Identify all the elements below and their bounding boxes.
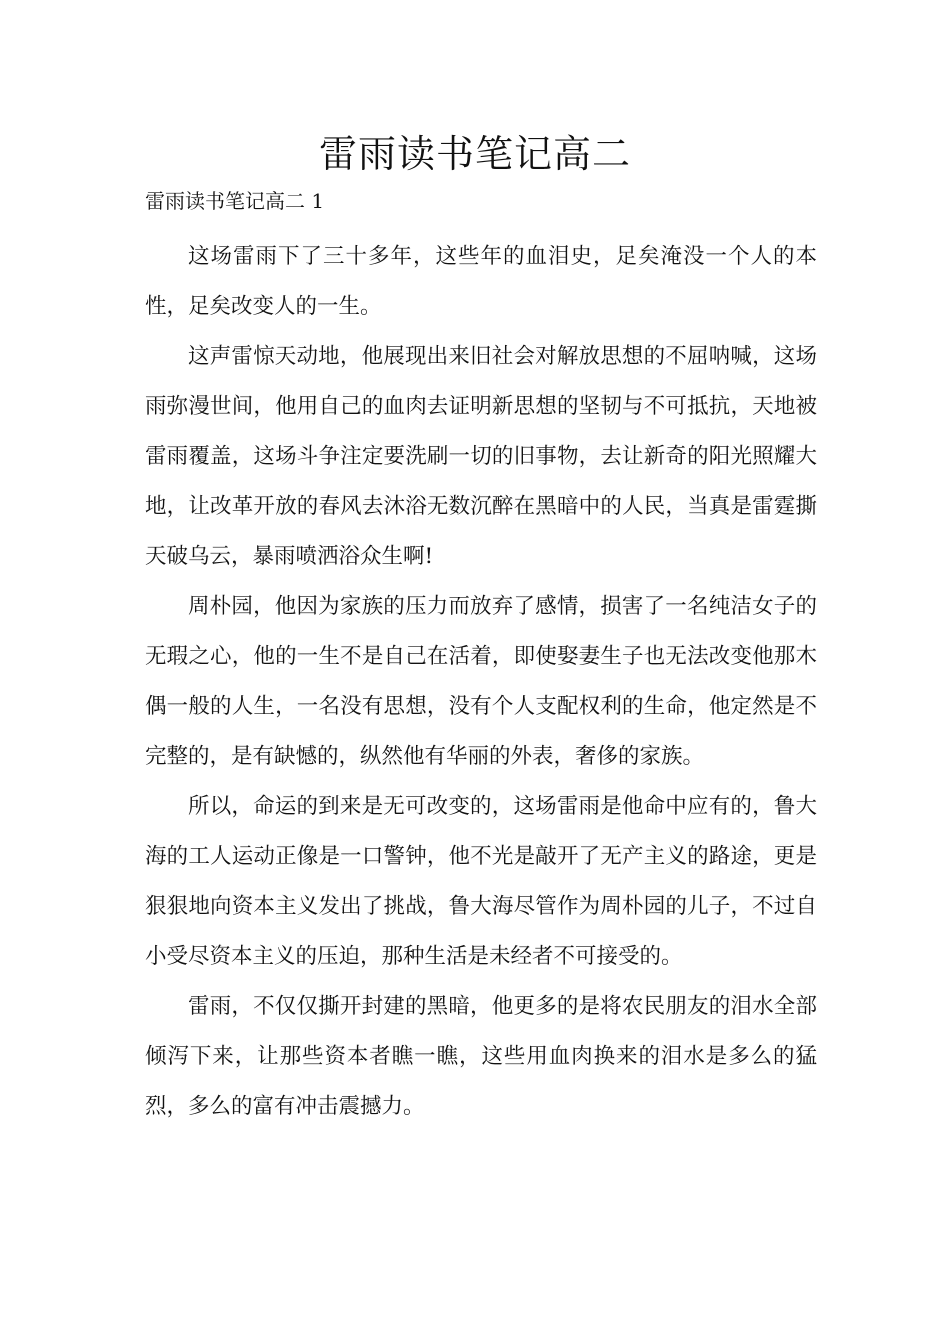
document-body xyxy=(145,232,817,1132)
paragraph: 雷雨，不仅仅撕开封建的黑暗，他更多的是将农民朋友的泪水全部倾泻下来，让那些资本者瞧一瞧，这些用血肉换来的泪水是多么的猛烈，多么的富有冲击震撼力。 xyxy=(145,994,817,1119)
paragraph: 所以，命运的到来是无可改变的，这场雷雨是他命中应有的，鲁大海的工人运动正像是一口警钟，他不光是敲开了无产主义的路途，更是狠狠地向资本主义发出了挑战，鲁大海尽管作为周朴园的儿子，不过自小受尽资本主义的压迫，那种生活是未经者不可接受的。 xyxy=(145,794,817,969)
document-subtitle: 雷雨读书笔记高二 1 xyxy=(145,189,325,213)
paragraph: 这声雷惊天动地，他展现出来旧社会对解放思想的不屈呐喊，这场雨弥漫世间，他用自己的血肉去证明新思想的坚韧与不可抵抗，天地被雷雨覆盖，这场斗争注定要洗刷一切的旧事物，去让新奇的阳光照耀大地，让改革开放的春风去沐浴无数沉醉在黑暗中的人民，当真是雷霆撕天破乌云，暴雨喷洒浴众生啊! xyxy=(145,344,817,569)
paragraph: 这场雷雨下了三十多年，这些年的血泪史，足矣淹没一个人的本性，足矣改变人的一生。 xyxy=(145,244,817,319)
document-title: 雷雨读书笔记高二 xyxy=(318,132,631,176)
paragraph: 周朴园，他因为家族的压力而放弃了感情，损害了一名纯洁女子的无瑕之心，他的一生不是自己在活着，即使娶妻生子也无法改变他那木偶一般的人生，一名没有思想，没有个人支配权利的生命，他定然是不完整的，是有缺憾的，纵然他有华丽的外表，奢侈的家族。 xyxy=(145,594,817,769)
